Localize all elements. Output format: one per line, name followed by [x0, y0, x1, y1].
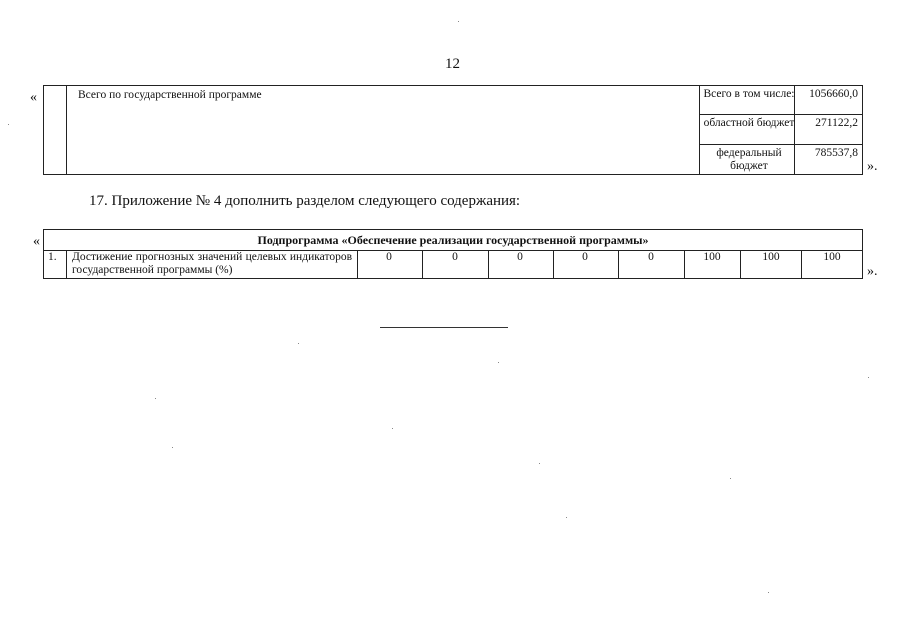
- indicator-value: 100: [762, 251, 780, 263]
- column-divider: [357, 250, 358, 278]
- row-divider: [699, 114, 862, 115]
- indicator-value: 100: [703, 251, 721, 263]
- regional-budget-label: областной бюджет: [703, 117, 795, 129]
- column-divider: [422, 250, 423, 278]
- column-divider: [66, 250, 67, 278]
- federal-budget-label: федеральный бюджет: [716, 147, 782, 172]
- indicator-value: 0: [386, 251, 392, 263]
- scan-speck: [498, 362, 499, 363]
- totals-table: [43, 85, 863, 175]
- scan-speck: [172, 447, 173, 448]
- regional-budget-value: 271122,2: [815, 117, 858, 129]
- indicator-name: Достижение прогнозных значений целевых индикаторов государственной программы (%): [72, 251, 352, 276]
- page-number: 12: [445, 56, 460, 72]
- scan-speck: [458, 21, 459, 22]
- subprogram-table: [43, 229, 863, 279]
- subprogram-title: Подпрограмма «Обеспечение реализации государственной программы»: [44, 230, 862, 251]
- column-divider: [553, 250, 554, 278]
- scan-speck: [868, 377, 869, 378]
- scan-speck: [298, 343, 299, 344]
- scan-speck: [392, 428, 393, 429]
- indicator-value: 0: [452, 251, 458, 263]
- column-divider: [66, 86, 67, 174]
- column-divider: [488, 250, 489, 278]
- federal-budget-value: 785537,8: [814, 147, 858, 159]
- closing-quote: ».: [867, 264, 878, 279]
- scan-speck: [730, 478, 731, 479]
- section-heading: 17. Приложение № 4 дополнить разделом следующего содержания:: [89, 193, 521, 209]
- opening-quote: «: [33, 234, 40, 249]
- closing-quote: ».: [867, 159, 878, 174]
- scan-speck: [539, 463, 540, 464]
- column-divider: [699, 86, 700, 174]
- row-number: 1.: [48, 251, 57, 263]
- end-rule: [380, 327, 508, 328]
- indicator-value: 0: [517, 251, 523, 263]
- indicator-value: 100: [823, 251, 841, 263]
- opening-quote: «: [30, 90, 37, 105]
- row-divider: [699, 144, 862, 145]
- scan-speck: [8, 124, 9, 125]
- column-divider: [618, 250, 619, 278]
- scan-speck: [155, 398, 156, 399]
- total-label: Всего в том числе:: [703, 88, 795, 100]
- scan-speck: [566, 517, 567, 518]
- scan-speck: [768, 592, 769, 593]
- indicator-value: 0: [648, 251, 654, 263]
- total-row-label: Всего по государственной программе: [78, 89, 262, 101]
- total-value: 1056660,0: [809, 88, 858, 100]
- indicator-value: 0: [582, 251, 588, 263]
